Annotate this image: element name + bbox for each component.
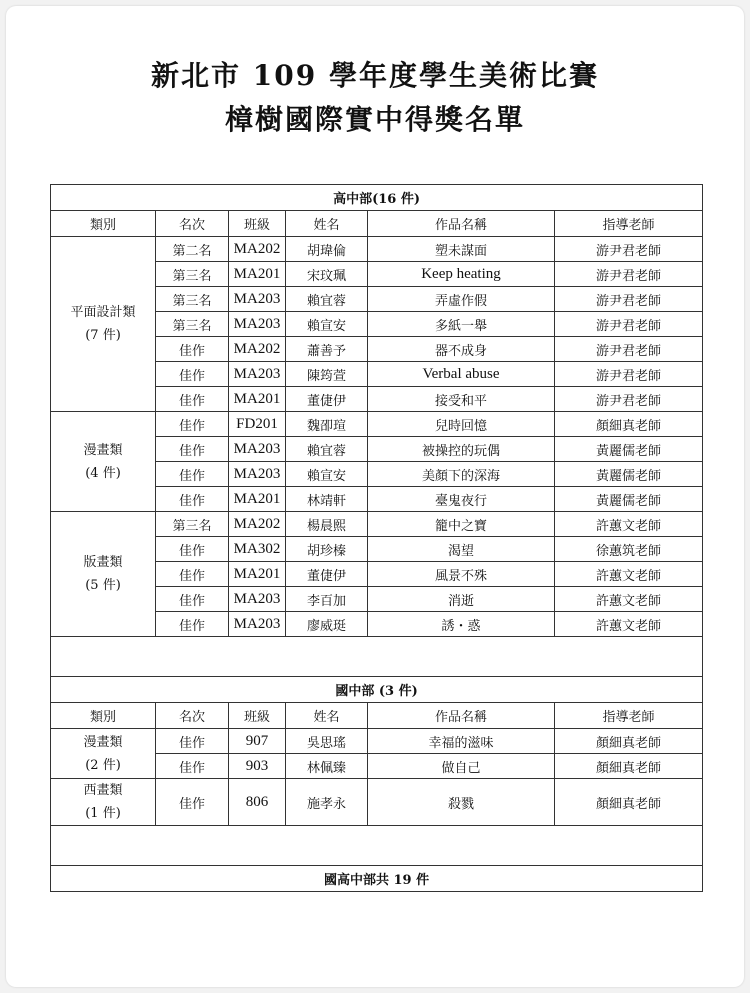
column-header: 班級 (229, 703, 286, 729)
rank-cell: 佳作 (156, 537, 229, 562)
work-title-cell: 臺鬼夜行 (368, 487, 555, 512)
category-count: (1 件) (85, 806, 121, 821)
class-cell: 907 (229, 729, 286, 754)
rank-cell: 佳作 (156, 337, 229, 362)
student-name-cell: 吳思瑤 (286, 729, 368, 754)
work-title-cell: Verbal abuse (368, 362, 555, 387)
spacer-row (51, 826, 703, 866)
work-title-cell: 塑未謀面 (368, 237, 555, 262)
work-title-cell: 殺戮 (368, 779, 555, 826)
teacher-cell: 顏細真老師 (555, 779, 703, 826)
class-cell: MA202 (229, 337, 286, 362)
rank-cell: 第二名 (156, 237, 229, 262)
section-header-row (51, 185, 703, 211)
student-name-cell: 林佩臻 (286, 754, 368, 779)
student-name-cell: 賴宜蓉 (286, 287, 368, 312)
table-row (51, 412, 703, 437)
student-name-cell: 賴宣安 (286, 312, 368, 337)
class-cell: MA203 (229, 287, 286, 312)
class-cell: MA201 (229, 487, 286, 512)
work-title-cell: 弄虛作假 (368, 287, 555, 312)
column-header: 類別 (51, 211, 156, 237)
rank-cell: 第三名 (156, 312, 229, 337)
rank-cell: 佳作 (156, 612, 229, 637)
rank-cell: 佳作 (156, 437, 229, 462)
table-row (51, 729, 703, 754)
column-header: 作品名稱 (368, 211, 555, 237)
column-header: 姓名 (286, 211, 368, 237)
class-cell: MA203 (229, 362, 286, 387)
work-title-cell: 誘・惑 (368, 612, 555, 637)
work-title-cell: 幸福的滋味 (368, 729, 555, 754)
category-cell (51, 237, 156, 412)
student-name-cell: 林靖軒 (286, 487, 368, 512)
table-row (51, 237, 703, 262)
total-count: 國高中部共 19 件 (51, 866, 703, 892)
work-title-cell: 兒時回憶 (368, 412, 555, 437)
rank-cell: 佳作 (156, 587, 229, 612)
teacher-cell: 游尹君老師 (555, 337, 703, 362)
student-name-cell: 蕭善予 (286, 337, 368, 362)
award-table-body (51, 185, 703, 892)
class-cell: MA203 (229, 437, 286, 462)
student-name-cell: 廖威珽 (286, 612, 368, 637)
category-count: (2 件) (85, 757, 121, 773)
class-cell: MA201 (229, 262, 286, 287)
table-row (51, 512, 703, 537)
class-cell: MA201 (229, 562, 286, 587)
section-header-row (51, 677, 703, 703)
class-cell: FD201 (229, 412, 286, 437)
class-cell: MA302 (229, 537, 286, 562)
student-name-cell: 施孝永 (286, 779, 368, 826)
rank-cell: 佳作 (156, 729, 229, 754)
rank-cell: 第三名 (156, 287, 229, 312)
rank-cell: 佳作 (156, 487, 229, 512)
teacher-cell: 黃麗儒老師 (555, 487, 703, 512)
work-title-cell: 多紙一舉 (368, 312, 555, 337)
class-cell: MA202 (229, 237, 286, 262)
teacher-cell: 游尹君老師 (555, 312, 703, 337)
blank-cell (51, 826, 703, 866)
class-cell: 903 (229, 754, 286, 779)
teacher-cell: 黃麗儒老師 (555, 462, 703, 487)
student-name-cell: 董倢伊 (286, 387, 368, 412)
teacher-cell: 游尹君老師 (555, 287, 703, 312)
work-title-cell: 器不成身 (368, 337, 555, 362)
column-header: 名次 (156, 211, 229, 237)
work-title-cell: 接受和平 (368, 387, 555, 412)
teacher-cell: 許蕙文老師 (555, 562, 703, 587)
rank-cell: 佳作 (156, 362, 229, 387)
column-header: 類別 (51, 703, 156, 729)
column-header-row (51, 703, 703, 729)
class-cell: MA203 (229, 462, 286, 487)
student-name-cell: 賴宜蓉 (286, 437, 368, 462)
column-header: 指導老師 (555, 211, 703, 237)
spacer-row (51, 637, 703, 677)
category-cell (51, 729, 156, 779)
teacher-cell: 徐蕙筑老師 (555, 537, 703, 562)
category-cell (51, 412, 156, 512)
rank-cell: 佳作 (156, 412, 229, 437)
rank-cell: 佳作 (156, 387, 229, 412)
student-name-cell: 胡瑋倫 (286, 237, 368, 262)
rank-cell: 佳作 (156, 779, 229, 826)
category-label: 漫畫類 (83, 734, 123, 750)
student-name-cell: 陳筠萱 (286, 362, 368, 387)
section-header: 國中部 (3 件) (51, 677, 703, 703)
teacher-cell: 許蕙文老師 (555, 612, 703, 637)
student-name-cell: 李百加 (286, 587, 368, 612)
class-cell: MA203 (229, 612, 286, 637)
student-name-cell: 賴宣安 (286, 462, 368, 487)
class-cell: MA203 (229, 312, 286, 337)
rank-cell: 佳作 (156, 754, 229, 779)
column-header: 指導老師 (555, 703, 703, 729)
total-row (51, 866, 703, 892)
teacher-cell: 許蕙文老師 (555, 512, 703, 537)
student-name-cell: 董倢伊 (286, 562, 368, 587)
award-table (50, 184, 703, 892)
rank-cell: 第三名 (156, 262, 229, 287)
class-cell: MA203 (229, 587, 286, 612)
work-title-cell: 做自己 (368, 754, 555, 779)
category-cell (51, 512, 156, 637)
rank-cell: 佳作 (156, 462, 229, 487)
rank-cell: 第三名 (156, 512, 229, 537)
column-header-row (51, 211, 703, 237)
document-title: 新北市 109 學年度學生美術比賽 (151, 59, 599, 92)
column-header: 作品名稱 (368, 703, 555, 729)
teacher-cell: 游尹君老師 (555, 237, 703, 262)
work-title-cell: 美顏下的深海 (368, 462, 555, 487)
work-title-cell: 被操控的玩偶 (368, 437, 555, 462)
teacher-cell: 顏細真老師 (555, 754, 703, 779)
teacher-cell: 顏細真老師 (555, 412, 703, 437)
category-cell (51, 779, 156, 826)
work-title-cell: 渴望 (368, 537, 555, 562)
teacher-cell: 游尹君老師 (555, 362, 703, 387)
teacher-cell: 許蕙文老師 (555, 587, 703, 612)
teacher-cell: 游尹君老師 (555, 262, 703, 287)
document-subtitle: 樟樹國際實中得獎名單 (224, 103, 525, 136)
category-count: (5 件) (85, 578, 121, 593)
class-cell: MA201 (229, 387, 286, 412)
rank-cell: 佳作 (156, 562, 229, 587)
student-name-cell: 宋玟珮 (286, 262, 368, 287)
work-title-cell: 籠中之寶 (368, 512, 555, 537)
section-header: 高中部(16 件) (51, 185, 703, 211)
teacher-cell: 黃麗儒老師 (555, 437, 703, 462)
column-header: 姓名 (286, 703, 368, 729)
category-label: 漫畫類 (83, 442, 123, 458)
category-label: 西畫類 (83, 783, 123, 798)
student-name-cell: 魏卲瑄 (286, 412, 368, 437)
blank-cell (51, 637, 703, 677)
work-title-cell: Keep heating (368, 262, 555, 287)
work-title-cell: 消逝 (368, 587, 555, 612)
teacher-cell: 游尹君老師 (555, 387, 703, 412)
table-row (51, 779, 703, 826)
class-cell: 806 (229, 779, 286, 826)
category-label: 平面設計類 (70, 305, 136, 320)
student-name-cell: 楊晨熙 (286, 512, 368, 537)
class-cell: MA202 (229, 512, 286, 537)
category-count: (7 件) (85, 328, 121, 343)
column-header: 班級 (229, 211, 286, 237)
teacher-cell: 顏細真老師 (555, 729, 703, 754)
student-name-cell: 胡珍榛 (286, 537, 368, 562)
work-title-cell: 風景不殊 (368, 562, 555, 587)
category-count: (4 件) (85, 465, 121, 481)
column-header: 名次 (156, 703, 229, 729)
category-label: 版畫類 (83, 555, 123, 570)
